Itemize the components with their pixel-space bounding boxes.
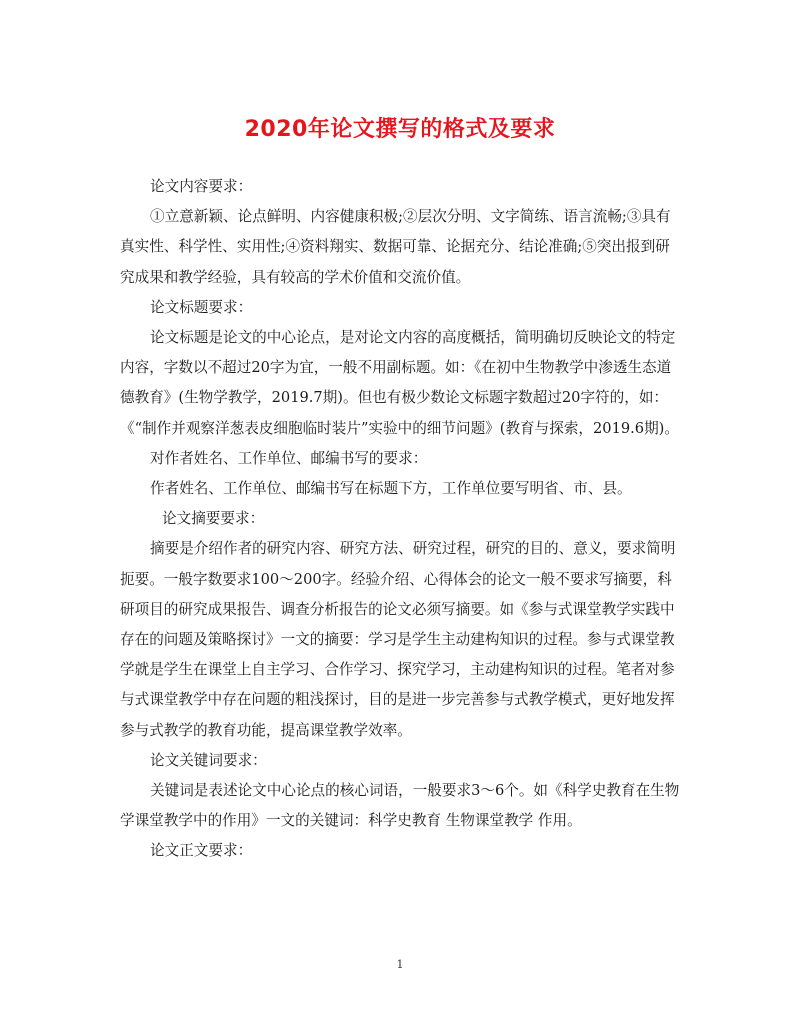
paragraph-abstract-requirements: 摘要是介绍作者的研究内容、研究方法、研究过程，研究的目的、意义，要求简明扼要。一般字数要求100～200字。经验介绍、心得体会的论文一般不要求写摘要，科研项目的研究成果报告、调查分析报告的论文必须写摘要。如《参与式课堂教学实践中存在的问题及策略探讨》一文的摘要：学习是学生主动建构知识的过程。参与式课堂教学就是学生在课堂上自主学习、合作学习、探究学习，主动建构知识的过程。笔者对参与式课堂教学中存在问题的粗浅探讨，目的是进一步完善参与式教学模式，更好地发挥参与式教学的教育功能，提高课堂教学效率。: [120, 540, 676, 739]
document-title: 2020年论文撰写的格式及要求: [244, 117, 556, 142]
paragraph-content-requirements: ①立意新颖、论点鲜明、内容健康积极;②层次分明、文字简练、语言流畅;③具有真实性、科学性、实用性;④资料翔实、数据可靠、论据充分、结论准确;⑤突出报到研究成果和教学经验，具有较高的学术价值和交流价值。: [120, 208, 671, 286]
section-heading-body: 论文正文要求：: [150, 842, 253, 860]
paragraph-title-requirements: 论文标题是论文的中心论点，是对论文内容的高度概括，简明确切反映论文的特定内容，字数以不超过20字为宜，一般不用副标题。如：《在初中生物教学中渗透生态道德教育》(生物学教学，2019.7期)。但也有极少数论文标题字数超过20字符的，如：《“制作并观察洋葱表皮细胞临时装片”实验中的细节问题》(教育与探索，2019.6期)。: [120, 329, 679, 437]
page-number: 1: [396, 958, 404, 971]
paragraph-author-requirements: 作者姓名、工作单位、邮编书写在标题下方，工作单位要写明省、市、县。: [150, 480, 632, 498]
section-heading-content: 论文内容要求：: [150, 178, 253, 195]
section-heading-keywords: 论文关键词要求：: [150, 751, 267, 769]
paragraph-keywords-requirements: 关键词是表述论文中心论点的核心词语，一般要求3～6个。如《科学史教育在生物学课堂教学中的作用》一文的关键词：科学史教育 生物课堂教学 作用。: [120, 782, 680, 830]
section-heading-title: 论文标题要求：: [150, 298, 253, 316]
document-body: [120, 172, 680, 867]
section-heading-abstract: 论文摘要要求：: [162, 510, 265, 528]
section-heading-author: 对作者姓名、工作单位、邮编书写的要求：: [150, 449, 428, 467]
